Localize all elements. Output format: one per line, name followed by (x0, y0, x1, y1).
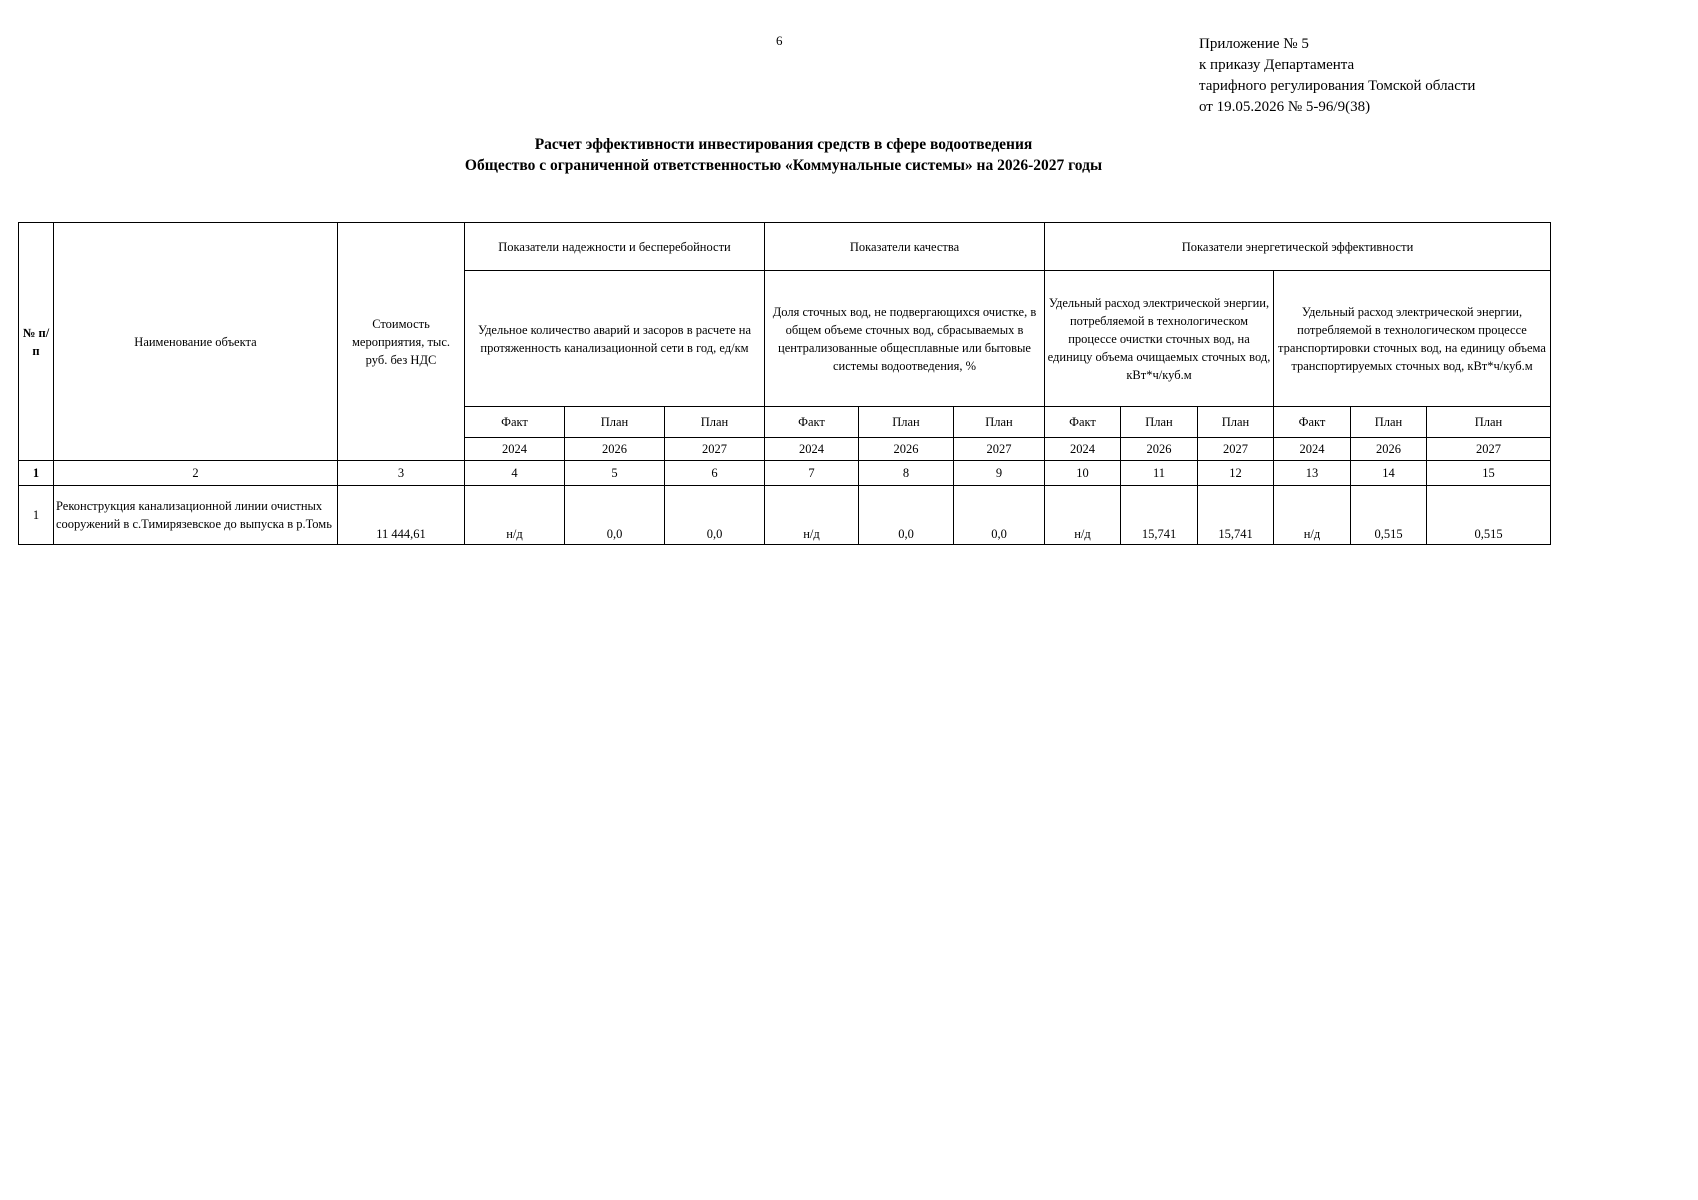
year-cell: 2027 (1427, 438, 1551, 461)
row-value: 0,515 (1351, 486, 1427, 545)
year-cell: 2026 (565, 438, 665, 461)
column-number-cell: 9 (954, 461, 1045, 486)
indicator-transport-energy: Удельный расход электрической энергии, потребляемой в технологическом процессе транспортировки сточных вод, на единицу объема транспортируемых сточных вод, кВт*ч/куб.м (1274, 271, 1551, 407)
year-cell: 2024 (1045, 438, 1121, 461)
subheader-cell: План (665, 407, 765, 438)
subheader-cell: Факт (1274, 407, 1351, 438)
header-num: № п/п (19, 223, 54, 461)
year-cell: 2027 (665, 438, 765, 461)
header-cost: Стоимость мероприятия, тыс. руб. без НДС (338, 223, 465, 461)
column-number-cell: 11 (1121, 461, 1198, 486)
column-number-cell: 7 (765, 461, 859, 486)
appendix-note (1199, 34, 1475, 118)
year-cell: 2024 (465, 438, 565, 461)
indicator-accidents: Удельное количество аварий и засоров в расчете на протяженность канализационной сети в год, ед/км (465, 271, 765, 407)
year-cell: 2027 (954, 438, 1045, 461)
column-number-cell: 12 (1198, 461, 1274, 486)
row-value: 0,0 (859, 486, 954, 545)
appendix-line-4: от 19.05.2026 № 5-96/9(38) (1199, 99, 1371, 115)
year-cell: 2026 (1121, 438, 1198, 461)
row-value: 0,0 (665, 486, 765, 545)
year-cell: 2026 (859, 438, 954, 461)
column-number-cell: 8 (859, 461, 954, 486)
title-line-2: Общество с ограниченной ответственностью «Коммунальные системы» на 2026-2027 годы (464, 157, 1103, 174)
row-value: н/д (465, 486, 565, 545)
group-quality: Показатели качества (765, 223, 1045, 271)
appendix-line-3: тарифного регулирования Томской области (1199, 78, 1476, 94)
row-num: 1 (19, 486, 54, 545)
row-value: н/д (1045, 486, 1121, 545)
column-number-cell: 5 (565, 461, 665, 486)
row-value: 0,0 (954, 486, 1045, 545)
subheader-cell: Факт (1045, 407, 1121, 438)
group-energy: Показатели энергетической эффективности (1045, 223, 1551, 271)
subheader-cell: План (859, 407, 954, 438)
subheader-cell: План (1198, 407, 1274, 438)
year-cell: 2024 (1274, 438, 1351, 461)
year-cell: 2027 (1198, 438, 1274, 461)
subheader-cell: План (565, 407, 665, 438)
row-value: 15,741 (1121, 486, 1198, 545)
column-number-cell: 3 (338, 461, 465, 486)
header-name: Наименование объекта (54, 223, 338, 461)
row-cost: 11 444,61 (338, 486, 465, 545)
subheader-cell: Факт (765, 407, 859, 438)
row-value: н/д (1274, 486, 1351, 545)
year-cell: 2024 (765, 438, 859, 461)
column-number-cell: 13 (1274, 461, 1351, 486)
indicator-untreated-share: Доля сточных вод, не подвергающихся очистке, в общем объеме сточных вод, сбрасываемых в централизованные общесплавные или бытовые системы водоотведения, % (765, 271, 1045, 407)
group-reliability: Показатели надежности и бесперебойности (465, 223, 765, 271)
column-number-cell: 1 (19, 461, 54, 486)
appendix-line-1: Приложение № 5 (1199, 36, 1309, 52)
subheader-cell: Факт (465, 407, 565, 438)
row-object-name: Реконструкция канализационной линии очистных сооружений в с.Тимирязевское до выпуска в р.Томь (54, 486, 338, 545)
column-number-cell: 15 (1427, 461, 1551, 486)
column-number-cell: 2 (54, 461, 338, 486)
row-value: 0,515 (1427, 486, 1551, 545)
efficiency-table (18, 222, 1551, 545)
title-line-1: Расчет эффективности инвестирования средств в сфере водоотведения (534, 136, 1033, 153)
row-value: 15,741 (1198, 486, 1274, 545)
subheader-cell: План (1351, 407, 1427, 438)
subheader-cell: План (954, 407, 1045, 438)
row-value: н/д (765, 486, 859, 545)
indicator-treatment-energy: Удельный расход электрической энергии, потребляемой в технологическом процессе очистки сточных вод, на единицу объема очищаемых сточных вод, кВт*ч/куб.м (1045, 271, 1274, 407)
column-number-cell: 14 (1351, 461, 1427, 486)
subheader-cell: План (1427, 407, 1551, 438)
year-cell: 2026 (1351, 438, 1427, 461)
row-value: 0,0 (565, 486, 665, 545)
page-number: 6 (776, 33, 783, 48)
column-number-cell: 6 (665, 461, 765, 486)
table-row (19, 486, 1551, 545)
column-number-cell: 4 (465, 461, 565, 486)
document-title (0, 134, 1567, 176)
subheader-cell: План (1121, 407, 1198, 438)
column-number-cell: 10 (1045, 461, 1121, 486)
appendix-line-2: к приказу Департамента (1199, 57, 1355, 73)
